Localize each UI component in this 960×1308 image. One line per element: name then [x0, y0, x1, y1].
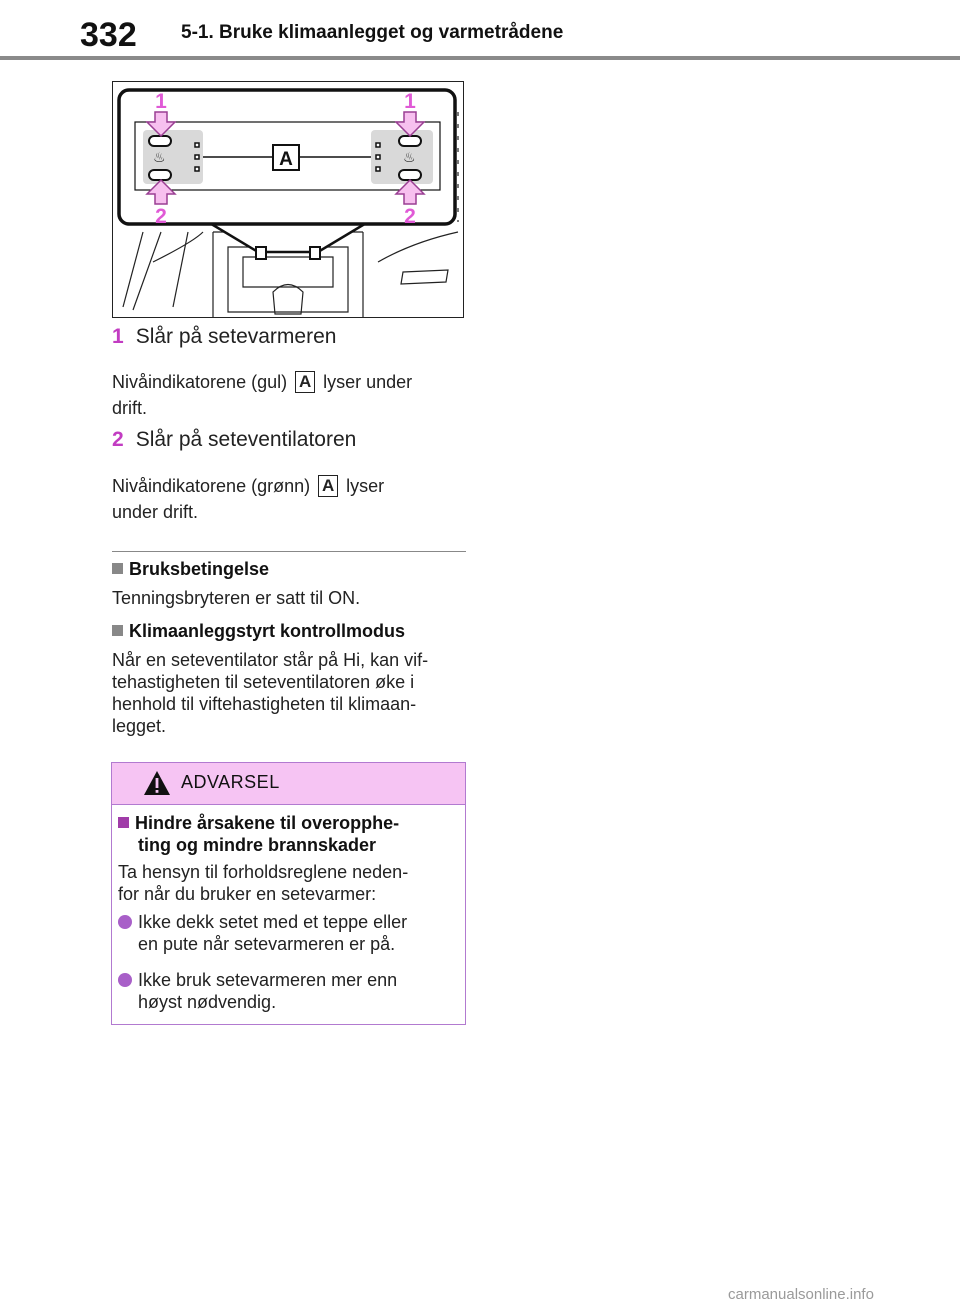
warning-bullet-1 [118, 911, 407, 955]
note-2-line-1: Når en seteventilator står på Hi, kan vif- [112, 650, 429, 670]
step-2-desc-before: Nivåindikatorene (grønn) [112, 476, 311, 496]
callout-number-top-right: 1 [404, 90, 416, 113]
warning-triangle-icon [142, 769, 172, 797]
circle-bullet-icon [118, 973, 132, 987]
step-2-label-box: A [318, 475, 338, 497]
warning-box [111, 762, 466, 1025]
warning-intro [118, 861, 408, 905]
step-2-number: 2 [112, 428, 124, 451]
step-1-desc-line2: drift. [112, 398, 148, 418]
note-1-body: Tenningsbryteren er satt til ON. [112, 588, 361, 608]
note-1-title-text: Bruksbetingelse [129, 559, 270, 579]
warning-bullet-2-line-2: høyst nødvendig. [138, 992, 277, 1012]
square-bullet-icon [112, 625, 123, 636]
indicator-label: A [279, 149, 293, 170]
note-2-line-3: henhold til viftehastigheten til klimaan- [112, 694, 417, 714]
step-2-text: Slår på seteventilatoren [135, 428, 357, 451]
left-seat-icon: ♨ [153, 150, 166, 166]
note-2-title-text: Klimaanleggstyrt kontrollmodus [129, 621, 406, 641]
step-1-number: 1 [112, 325, 124, 348]
warning-subhead-line-1: Hindre årsakene til overopphe- [135, 813, 400, 833]
warning-subhead [118, 812, 399, 856]
note-2-line-2: tehastigheten til seteventilatoren øke i [112, 672, 415, 692]
section-divider [112, 551, 466, 552]
illustration-svg [113, 82, 463, 317]
callout-number-bottom-left: 2 [155, 205, 167, 228]
watermark: carmanualsonline.info [728, 1286, 874, 1303]
warning-intro-line-2: for når du bruker en setevarmer: [118, 884, 377, 904]
step-2-title [112, 428, 356, 452]
warning-bullet-2 [118, 969, 397, 1013]
right-switch-marker [310, 247, 320, 259]
circle-bullet-icon [118, 915, 132, 929]
step-2-description [112, 473, 384, 525]
note-2-line-4: legget. [112, 716, 167, 736]
left-ventilator-button [149, 170, 171, 180]
right-ventilator-button [399, 170, 421, 180]
left-level-indicators [195, 143, 199, 171]
warning-header [112, 763, 465, 805]
step-1-text: Slår på setevarmeren [135, 325, 337, 348]
warning-bullet-1-line-1: Ikke dekk setet med et teppe eller [138, 912, 408, 932]
left-heater-button [149, 136, 171, 146]
page-header [0, 0, 960, 62]
left-switch-marker [256, 247, 266, 259]
page-number: 332 [80, 16, 137, 54]
step-1-description [112, 369, 412, 421]
step-1-title [112, 325, 336, 349]
right-level-indicators [376, 143, 380, 171]
right-heater-button [399, 136, 421, 146]
warning-intro-line-1: Ta hensyn til forholdsreglene neden- [118, 862, 409, 882]
step-1-label-box: A [295, 371, 315, 393]
note-2-body [112, 649, 428, 737]
warning-bullet-2-line-1: Ikke bruk setevarmeren mer enn [138, 970, 398, 990]
warning-subhead-line-2: ting og mindre brannskader [138, 835, 377, 855]
note-1-title [112, 559, 269, 580]
seat-control-illustration [112, 81, 464, 318]
callout-number-bottom-right: 2 [404, 205, 416, 228]
square-bullet-icon [118, 817, 129, 828]
section-title: 5-1. Bruke klimaanlegget og varmetrådene [181, 22, 564, 43]
warning-bullet-1-line-2: en pute når setevarmeren er på. [138, 934, 396, 954]
right-seat-icon: ♨ [403, 150, 416, 166]
warning-title: ADVARSEL [181, 772, 280, 792]
header-rule [0, 56, 960, 60]
step-1-desc-after: lyser under [323, 372, 413, 392]
callout-number-top-left: 1 [155, 90, 167, 113]
step-2-desc-line2: under drift. [112, 502, 199, 522]
step-1-desc-before: Nivåindikatorene (gul) [112, 372, 288, 392]
square-bullet-icon [112, 563, 123, 574]
note-2-title [112, 621, 405, 642]
step-2-desc-after: lyser [346, 476, 385, 496]
